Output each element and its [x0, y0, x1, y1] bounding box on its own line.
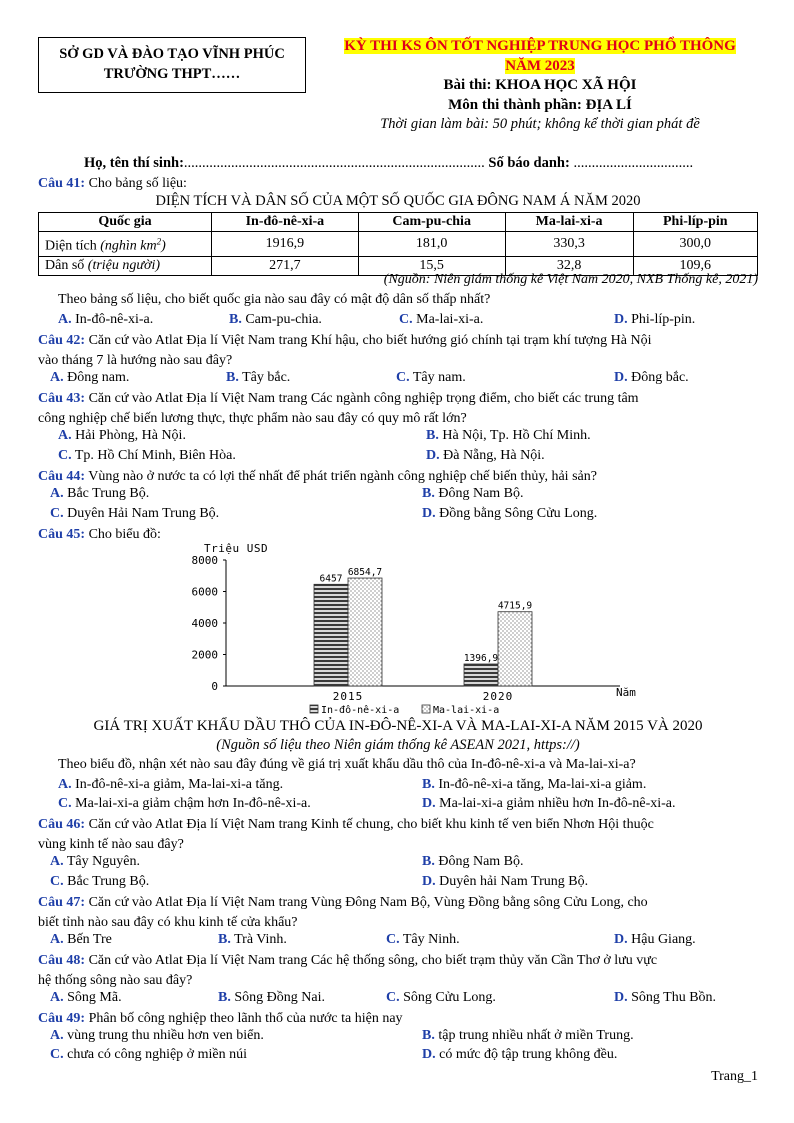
option-a[interactable]: A. Tây Nguyên. — [50, 854, 140, 869]
legend-entry: Ma-lai-xi-a — [433, 705, 500, 716]
question-number: Câu 45: — [38, 527, 86, 542]
option-c[interactable]: C. Tp. Hồ Chí Minh, Biên Hòa. — [58, 448, 236, 463]
question-44 — [38, 467, 756, 487]
question-text: Căn cứ vào Atlat Địa lí Việt Nam trang Khí hậu, cho biết hướng gió chính tại trạm khí tượng Hà Nội — [85, 333, 652, 348]
option-c[interactable]: C. Tây Ninh. — [386, 932, 460, 947]
table-source: (Nguồn: Niên giám thống kê Việt Nam 2020, NXB Thống kê, 2021) — [383, 272, 758, 287]
option-b[interactable]: B. Hà Nội, Tp. Hồ Chí Minh. — [426, 428, 591, 443]
option-b[interactable]: B. Tây bắc. — [226, 370, 291, 385]
candidate-name-label: Họ, tên thí sinh: — [84, 155, 184, 171]
question-prompt: Theo bảng số liệu, cho biết quốc gia nào sau đây có mật độ dân số thấp nhất? — [58, 292, 491, 307]
question-text-2: biết tỉnh nào sau đây có khu kinh tế cửa khẩu? — [38, 914, 298, 930]
candidate-line — [84, 155, 693, 172]
option-d[interactable]: D. Duyên hải Nam Trung Bộ. — [422, 874, 589, 889]
option-a[interactable]: A. vùng trung thu nhiều hơn ven biển. — [50, 1028, 264, 1043]
row-label: Dân số (triệu người) — [39, 256, 212, 275]
row-label: Diện tích (nghìn $km^2$) — [39, 232, 212, 257]
question-49 — [38, 1009, 756, 1029]
table-cell: 300,0 — [633, 232, 757, 257]
question-prompt: Theo biểu đồ, nhận xét nào sau đây đúng về giá trị xuất khẩu dầu thô của In-đô-nê-xi-a và Ma-lai-xi-a? — [58, 757, 636, 772]
option-c[interactable]: C. Duyên Hải Nam Trung Bộ. — [50, 506, 220, 521]
question-text: Vùng nào ở nước ta có lợi thế nhất để phát triển ngành công nghiệp chế biến thủy, hải sản? — [85, 469, 597, 484]
question-42 — [38, 331, 756, 370]
bar-chart — [160, 540, 650, 718]
table-cell: 330,3 — [505, 232, 633, 257]
question-number: Câu 47: — [38, 895, 86, 910]
data-label: 6854,7 — [347, 567, 383, 579]
option-d[interactable]: D. Ma-lai-xi-a giảm nhiều hơn In-đô-nê-xi-a. — [422, 796, 676, 811]
option-d[interactable]: D. Phi-líp-pin. — [614, 312, 696, 327]
school-header-box — [38, 37, 306, 93]
y-tick-label: 6000 — [191, 585, 218, 599]
question-number: Câu 44: — [38, 469, 86, 484]
x-tick-label: 2020 — [482, 690, 514, 703]
question-48 — [38, 951, 756, 990]
table-header-row — [39, 213, 758, 232]
question-text-2: công nghiệp chế biến lương thực, thực phẩm nào sau đây có quy mô rất lớn? — [38, 410, 467, 426]
question-text: Cho bảng số liệu: — [85, 176, 187, 191]
bar — [498, 612, 532, 686]
y-tick-label: 8000 — [191, 554, 218, 567]
table-header: In-đô-nê-xi-a — [212, 213, 359, 232]
table-cell: 32,8 — [505, 256, 633, 275]
question-text: Căn cứ vào Atlat Địa lí Việt Nam trang Các hệ thống sông, cho biết trạm thủy văn Cần Thơ ở lưu vực — [85, 953, 658, 968]
bar — [464, 664, 498, 686]
exam-title-1: KỲ THI KS ÔN TỐT NGHIỆP TRUNG HỌC PHỔ THÔNG — [344, 38, 736, 54]
x-tick-label: 2015 — [332, 690, 364, 703]
y-axis-label: Triệu USD — [204, 542, 269, 555]
option-a[interactable]: A. In-đô-nê-xi-a. — [58, 312, 154, 327]
option-b[interactable]: B. Đông Nam Bộ. — [422, 486, 524, 501]
table-cell: 1916,9 — [212, 232, 359, 257]
legend-swatch — [422, 705, 430, 713]
option-d[interactable]: D. Hậu Giang. — [614, 932, 696, 947]
table-row — [39, 232, 758, 257]
table-cell: 271,7 — [212, 256, 359, 275]
table-cell: 181,0 — [358, 232, 505, 257]
question-number: Câu 43: — [38, 391, 86, 406]
option-d[interactable]: D. Đông bắc. — [614, 370, 689, 385]
exam-header — [318, 37, 762, 135]
option-c[interactable]: C. Bắc Trung Bộ. — [50, 874, 150, 889]
option-a[interactable]: A. Hải Phòng, Hà Nội. — [58, 428, 186, 443]
option-c[interactable]: C. Tây nam. — [396, 370, 466, 385]
school-name: TRƯỜNG THPT…… — [103, 66, 241, 82]
data-label: 6457 — [319, 573, 343, 585]
question-number: Câu 42: — [38, 333, 86, 348]
option-b[interactable]: B. Sông Đồng Nai. — [218, 990, 325, 1005]
bar — [348, 578, 382, 686]
question-text-2: vào tháng 7 là hướng nào sau đây? — [38, 352, 233, 368]
option-c[interactable]: C. Sông Cửu Long. — [386, 990, 496, 1005]
candidate-id-label: Số báo danh: — [488, 155, 570, 171]
option-b[interactable]: B. Trà Vinh. — [218, 932, 287, 947]
question-text: Căn cứ vào Atlat Địa lí Việt Nam trang Vùng Đông Nam Bộ, Vùng Đồng bằng sông Cửu Long, cho — [85, 895, 648, 910]
question-46 — [38, 815, 756, 854]
question-text-2: hệ thống sông nào sau đây? — [38, 972, 193, 988]
exam-component: Môn thi thành phần: ĐỊA LÍ — [448, 96, 632, 113]
option-a[interactable]: A. Sông Mã. — [50, 990, 122, 1005]
table-header: Phi-líp-pin — [633, 213, 757, 232]
question-number: Câu 49: — [38, 1011, 86, 1026]
data-table — [38, 212, 758, 276]
question-number: Câu 41: — [38, 176, 86, 191]
option-c[interactable]: C. chưa có công nghiệp ở miền núi — [50, 1047, 247, 1062]
question-number: Câu 46: — [38, 817, 86, 832]
table-title: DIỆN TÍCH VÀ DÂN SỐ CỦA MỘT SỐ QUỐC GIA ĐÔNG NAM Á NĂM 2020 — [155, 193, 641, 209]
option-d[interactable]: D. Đà Nẵng, Hà Nội. — [426, 448, 545, 463]
table-header: Quốc gia — [39, 213, 212, 232]
legend-swatch — [310, 705, 318, 713]
question-41 — [38, 174, 756, 194]
option-d[interactable]: D. Sông Thu Bồn. — [614, 990, 717, 1005]
option-a[interactable]: A. Bến Tre — [50, 932, 112, 947]
table-header: Ma-lai-xi-a — [505, 213, 633, 232]
exam-time: Thời gian làm bài: 50 phút; không kể thời gian phát đề — [380, 116, 700, 132]
question-number: Câu 48: — [38, 953, 86, 968]
y-tick-label: 4000 — [191, 617, 218, 630]
chart-title: GIÁ TRỊ XUẤT KHẨU DẦU THÔ CỦA IN-ĐÔ-NÊ-XI-A VÀ MA-LAI-XI-A NĂM 2015 VÀ 2020 — [93, 718, 703, 734]
option-c[interactable]: C. Ma-lai-xi-a. — [399, 312, 484, 327]
option-a[interactable]: A. Đông nam. — [50, 370, 130, 385]
option-b[interactable]: B. In-đô-nê-xi-a tăng, Ma-lai-xi-a giảm. — [422, 777, 647, 792]
candidate-id-dots: ................................. — [573, 155, 694, 171]
question-43 — [38, 389, 756, 428]
department-name: SỞ GD VÀ ĐÀO TẠO VĨNH PHÚC — [59, 46, 285, 62]
question-47 — [38, 893, 756, 932]
option-b[interactable]: B. tập trung nhiều nhất ở miền Trung. — [422, 1028, 634, 1043]
option-a[interactable]: A. Bắc Trung Bộ. — [50, 486, 150, 501]
question-text-2: vùng kinh tế nào sau đây? — [38, 836, 184, 852]
data-label: 1396,9 — [463, 652, 499, 664]
question-text: Căn cứ vào Atlat Địa lí Việt Nam trang Các ngành công nghiệp trọng điểm, cho biết các trung tâm — [85, 391, 639, 406]
table-cell: 109,6 — [633, 256, 757, 275]
candidate-name-dots: ................................................................................... — [183, 155, 485, 171]
page-number: Trang_1 — [711, 1069, 758, 1084]
option-c[interactable]: C. Ma-lai-xi-a giảm chậm hơn In-đô-nê-xi-a. — [58, 796, 311, 811]
exam-title-2: NĂM 2023 — [505, 57, 575, 74]
option-a[interactable]: A. In-đô-nê-xi-a giảm, Ma-lai-xi-a tăng. — [58, 777, 284, 792]
exam-subject: Bài thi: KHOA HỌC XÃ HỘI — [443, 77, 637, 93]
data-label: 4715,9 — [497, 600, 533, 612]
question-text: Cho biểu đồ: — [85, 527, 161, 542]
legend-entry: In-đô-nê-xi-a — [321, 705, 400, 716]
x-axis-label: Năm — [616, 686, 636, 699]
question-text: Căn cứ vào Atlat Địa lí Việt Nam trang Kinh tế chung, cho biết khu kinh tế ven biển Nhơn Hội thuộc — [85, 817, 654, 832]
table-cell: 15,5 — [358, 256, 505, 275]
option-d[interactable]: D. có mức độ tập trung không đều. — [422, 1047, 618, 1062]
question-text: Phân bố công nghiệp theo lãnh thổ của nước ta hiện nay — [85, 1011, 403, 1026]
option-d[interactable]: D. Đồng bằng Sông Cửu Long. — [422, 506, 598, 521]
y-tick-label: 2000 — [191, 648, 218, 662]
chart-source: (Nguồn số liệu theo Niên giám thống kê ASEAN 2021, https://) — [216, 737, 580, 753]
table-header: Cam-pu-chia — [358, 213, 505, 232]
bar — [314, 584, 348, 686]
y-tick-label: 0 — [211, 680, 218, 693]
option-b[interactable]: B. Cam-pu-chia. — [229, 312, 322, 327]
option-b[interactable]: B. Đông Nam Bộ. — [422, 854, 524, 869]
